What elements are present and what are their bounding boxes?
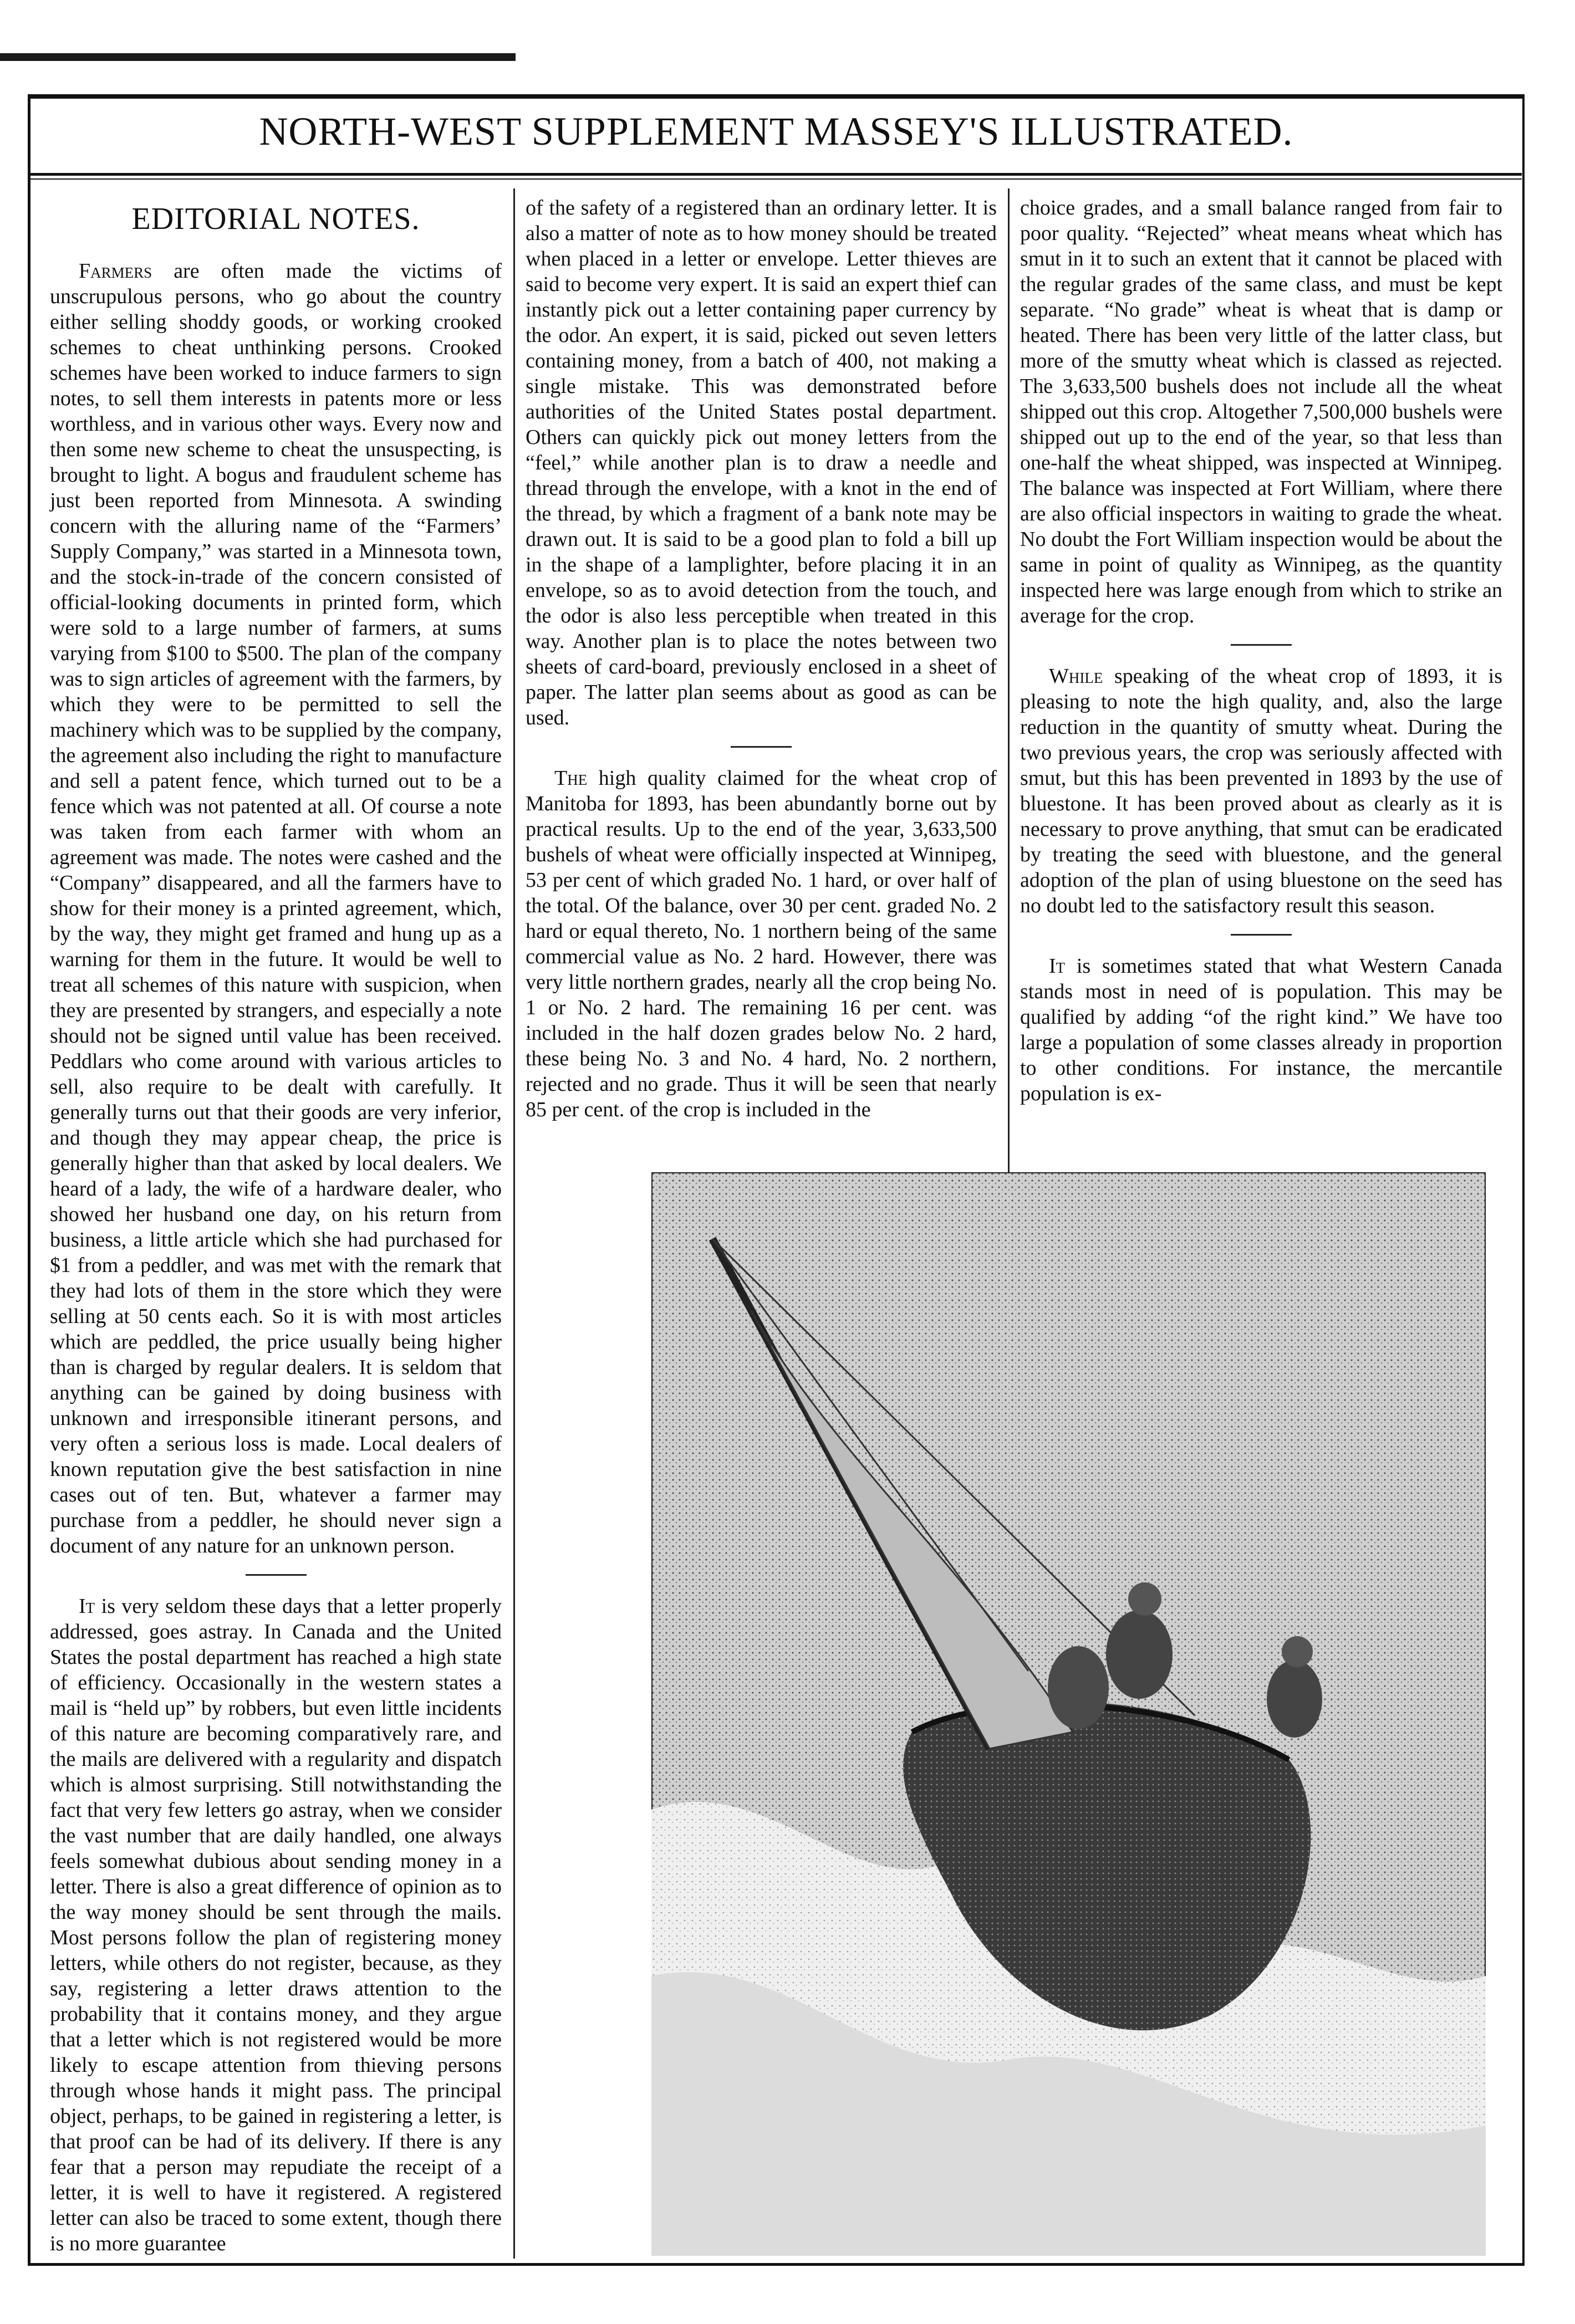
paragraph-text: is very seldom these days that a letter properly addressed, goes astray. In Canada and the United States the postal department has reached a high state of efficiency. Occasionally in the western states a mail is “held up” by robbers, but even little incidents of this nature are becoming comparatively rare, and the mails are delivered with a regularity and dispatch which is almost surprising. Still notwithstanding the fact that very few letters go astray, when we consider the vast number that are daily handled, one always feels somewhat dubious about sending money in a letter. There is also a great difference of opinion as to the way money should be sent through the mails. Most persons follow the plan of registering money letters, while others do not register, because, as they say, registering a letter draws attention to the probability that it contains money, and they argue that a letter which is not registered would be more likely to escape attention from thieving persons through whose hands it might pass. The principal object, perhaps, to be gained in registering a letter, is that proof can be had of its delivery. If there is any fear that a person may repudiate the receipt of a letter, it is well to have it registered. A registered letter can also be traced to some extent, though there is no more guarantee — [50, 1595, 502, 2255]
sailor-figure — [1048, 1646, 1109, 1729]
article-wheat-quality — [526, 765, 997, 1122]
paragraph-text: are often made the victims of unscrupulous persons, who go about the country either selling shoddy goods, or working crooked schemes to cheat unthinking persons. Crooked schemes have been worked to induce farmers to sign notes, to sell them interests in patents more or less worthless, and in various other ways. Every now and then some new scheme to cheat the unsuspecting, is brought to light. A bogus and fraudulent scheme has just been reported from Minnesota. A swinding concern with the alluring name of the “Farmers’ Supply Company,” was started in a Minnesota town, and the stock-in-trade of the concern consisted of official-looking documents in printed form, which were sold to a large number of farmers, at sums varying from $100 to $500. The plan of the company was to sign articles of agreement with the farmers, by which they were to be permitted to sell the machinery which was to be supplied by the company, the agreement also including the right to manufacture and sell a patent fence, which turned out to be a fence which was not patented at all. Of course a note was taken from each farmer with whom an agreement was made. The notes were cashed and the “Company” disappeared, and all the farmers have to show for their money is a printed agreement, which, by the way, they might get framed and hung up as a warning for them in the future. It would be well to treat all schemes of this nature with suspicion, when they are presented by strangers, and especially a note should not be signed until value has been received. Peddlars who come around with various articles to sell, also require to be dealt with carefully. It generally turns out that their goods are very inferior, and though they may appear cheap, the price is generally higher than that asked by local dealers. We heard of a lady, the wife of a hardware dealer, who showed her husband one day, on his return from business, a little article which she had purchased for $1 from a peddler, and was met with the remark that they had lots of them in the store which they were selling at 50 cents each. So it is with most articles which are peddled, the price usually being higher than is charged by regular dealers. It is seldom that anything can be gained by doing business with unknown and irresponsible itinerant persons, and very often a serious loss is made. Local dealers of known reputation give the best satisfaction in nine cases out of ten. But, whatever a farmer may purchase from a peddler, he should never sign a document of any nature for an unknown person. — [50, 259, 502, 1557]
header-rule — [30, 173, 1522, 176]
article-separator — [1231, 644, 1292, 646]
article-population — [1020, 953, 1502, 1106]
article-peddlers — [50, 258, 502, 1559]
article-smut — [1020, 663, 1502, 918]
paragraph-text: is sometimes stated that what Western Canada stands most in need of is population. This may be qualified by adding “of the right kind.” We have too large a population of some classes already in proportion to other conditions. For instance, the mercantile population is ex- — [1020, 954, 1502, 1105]
column-3 — [1020, 195, 1502, 1106]
article-separator — [246, 1574, 307, 1576]
sailor-figure — [1267, 1660, 1322, 1738]
sailor-figure — [1106, 1610, 1173, 1699]
bottom-rule — [28, 2263, 1525, 2266]
lead-word: The — [554, 767, 588, 790]
article-separator — [1231, 934, 1292, 936]
lead-word: It — [79, 1595, 95, 1618]
editorial-heading: EDITORIAL NOTES. — [131, 202, 420, 236]
sailor-head — [1128, 1582, 1161, 1616]
lead-word: Farmers — [79, 259, 152, 283]
frame-top-rule — [28, 94, 1525, 99]
storm-boat-illustration — [651, 1172, 1486, 2256]
lead-word: It — [1049, 954, 1066, 978]
paragraph-text: speaking of the wheat crop of 1893, it is pleasing to note the high quality, and, also the large reduction in the quantity of smutty wheat. During the two previous years, the crop was seriously affected with smut, but this has been prevented in 1893 by the use of bluestone. It has been proved about as clearly as it is necessary to prove anything, that smut can be eradicated by treating the seed with bluestone, and the general adoption of the plan of using bluestone on the seed has no doubt led to the satisfactory result this season. — [1020, 665, 1502, 917]
column-2 — [526, 195, 997, 1122]
lead-word: While — [1049, 665, 1103, 688]
article-separator — [731, 746, 792, 748]
paragraph-text: high quality claimed for the wheat crop of Manitoba for 1893, has been abundantly borne out by practical results. Up to the end of the year, 3,633,500 bushels of wheat were officially inspected at Winnipeg, 53 per cent of which graded No. 1 hard, or over half of the total. Of the balance, over 30 per cent. graded No. 2 hard or equal thereto, No. 1 northern being of the same commercial value as No. 2 hard. However, there was very little northern grades, nearly all the crop being No. 1 or No. 2 hard. The remaining 16 per cent. was included in the half dozen grades below No. 2 hard, these being No. 3 and No. 4 hard, No. 2 northern, rejected and no grade. Thus it will be seen that nearly 85 per cent. of the crop is included in the — [526, 767, 997, 1121]
sailor-head — [1282, 1636, 1313, 1667]
top-rule-bar — [0, 53, 516, 61]
column-divider-2 — [1008, 188, 1010, 1178]
column-1 — [50, 201, 502, 2256]
header-rule-thin — [30, 178, 1522, 180]
article-letters — [50, 1593, 502, 2256]
masthead-title: NORTH-WEST SUPPLEMENT MASSEY'S ILLUSTRATED. — [259, 109, 1293, 154]
article-letters-cont: of the safety of a registered than an ordinary letter. It is also a matter of note as to how money should be treated when placed in a letter or envelope. Letter thieves are said to become very expert. It is said an expert thief can instantly pick out a letter containing paper currency by the odor. An expert, it is said, picked out seven letters containing money, from a batch of 400, not making a single mistake. This was demonstrated before authorities of the United States postal department. Others can quickly pick out money letters from the “feel,” while another plan is to draw a needle and thread through the envelope, with a knot in the end of the thread, by which a fragment of a bank note may be drawn out. It is said to be a good plan to fold a bill up in the shape of a lamplighter, before placing it in an envelope, so as to avoid detection from the touch, and the odor is also less perceptible when treated in this way. Another plan is to place the notes between two sheets of card-board, previously enclosed in a sheet of paper. The latter plan seems about as good as can be used. — [526, 196, 997, 729]
article-wheat-grades-cont: choice grades, and a small balance ranged from fair to poor quality. “Rejected” wheat means wheat which has smut in it to such an extent that it cannot be placed with the regular grades of the same class, and must be kept separate. “No grade” wheat is wheat that is damp or heated. There has been very little of the latter class, but more of the smutty wheat which is classed as rejected. The 3,633,500 bushels does not include all the wheat shipped out this crop. Altogether 7,500,000 bushels were shipped out up to the end of the year, so that less than one-half the wheat shipped, was inspected at Winnipeg. The balance was inspected at Fort William, where there are also official inspectors in waiting to grade the wheat. No doubt the Fort William inspection would be about the same in point of quality as Winnipeg, as the quantity inspected here was large enough from which to strike an average for the crop. — [1020, 196, 1502, 627]
column-divider-1 — [513, 188, 515, 2259]
